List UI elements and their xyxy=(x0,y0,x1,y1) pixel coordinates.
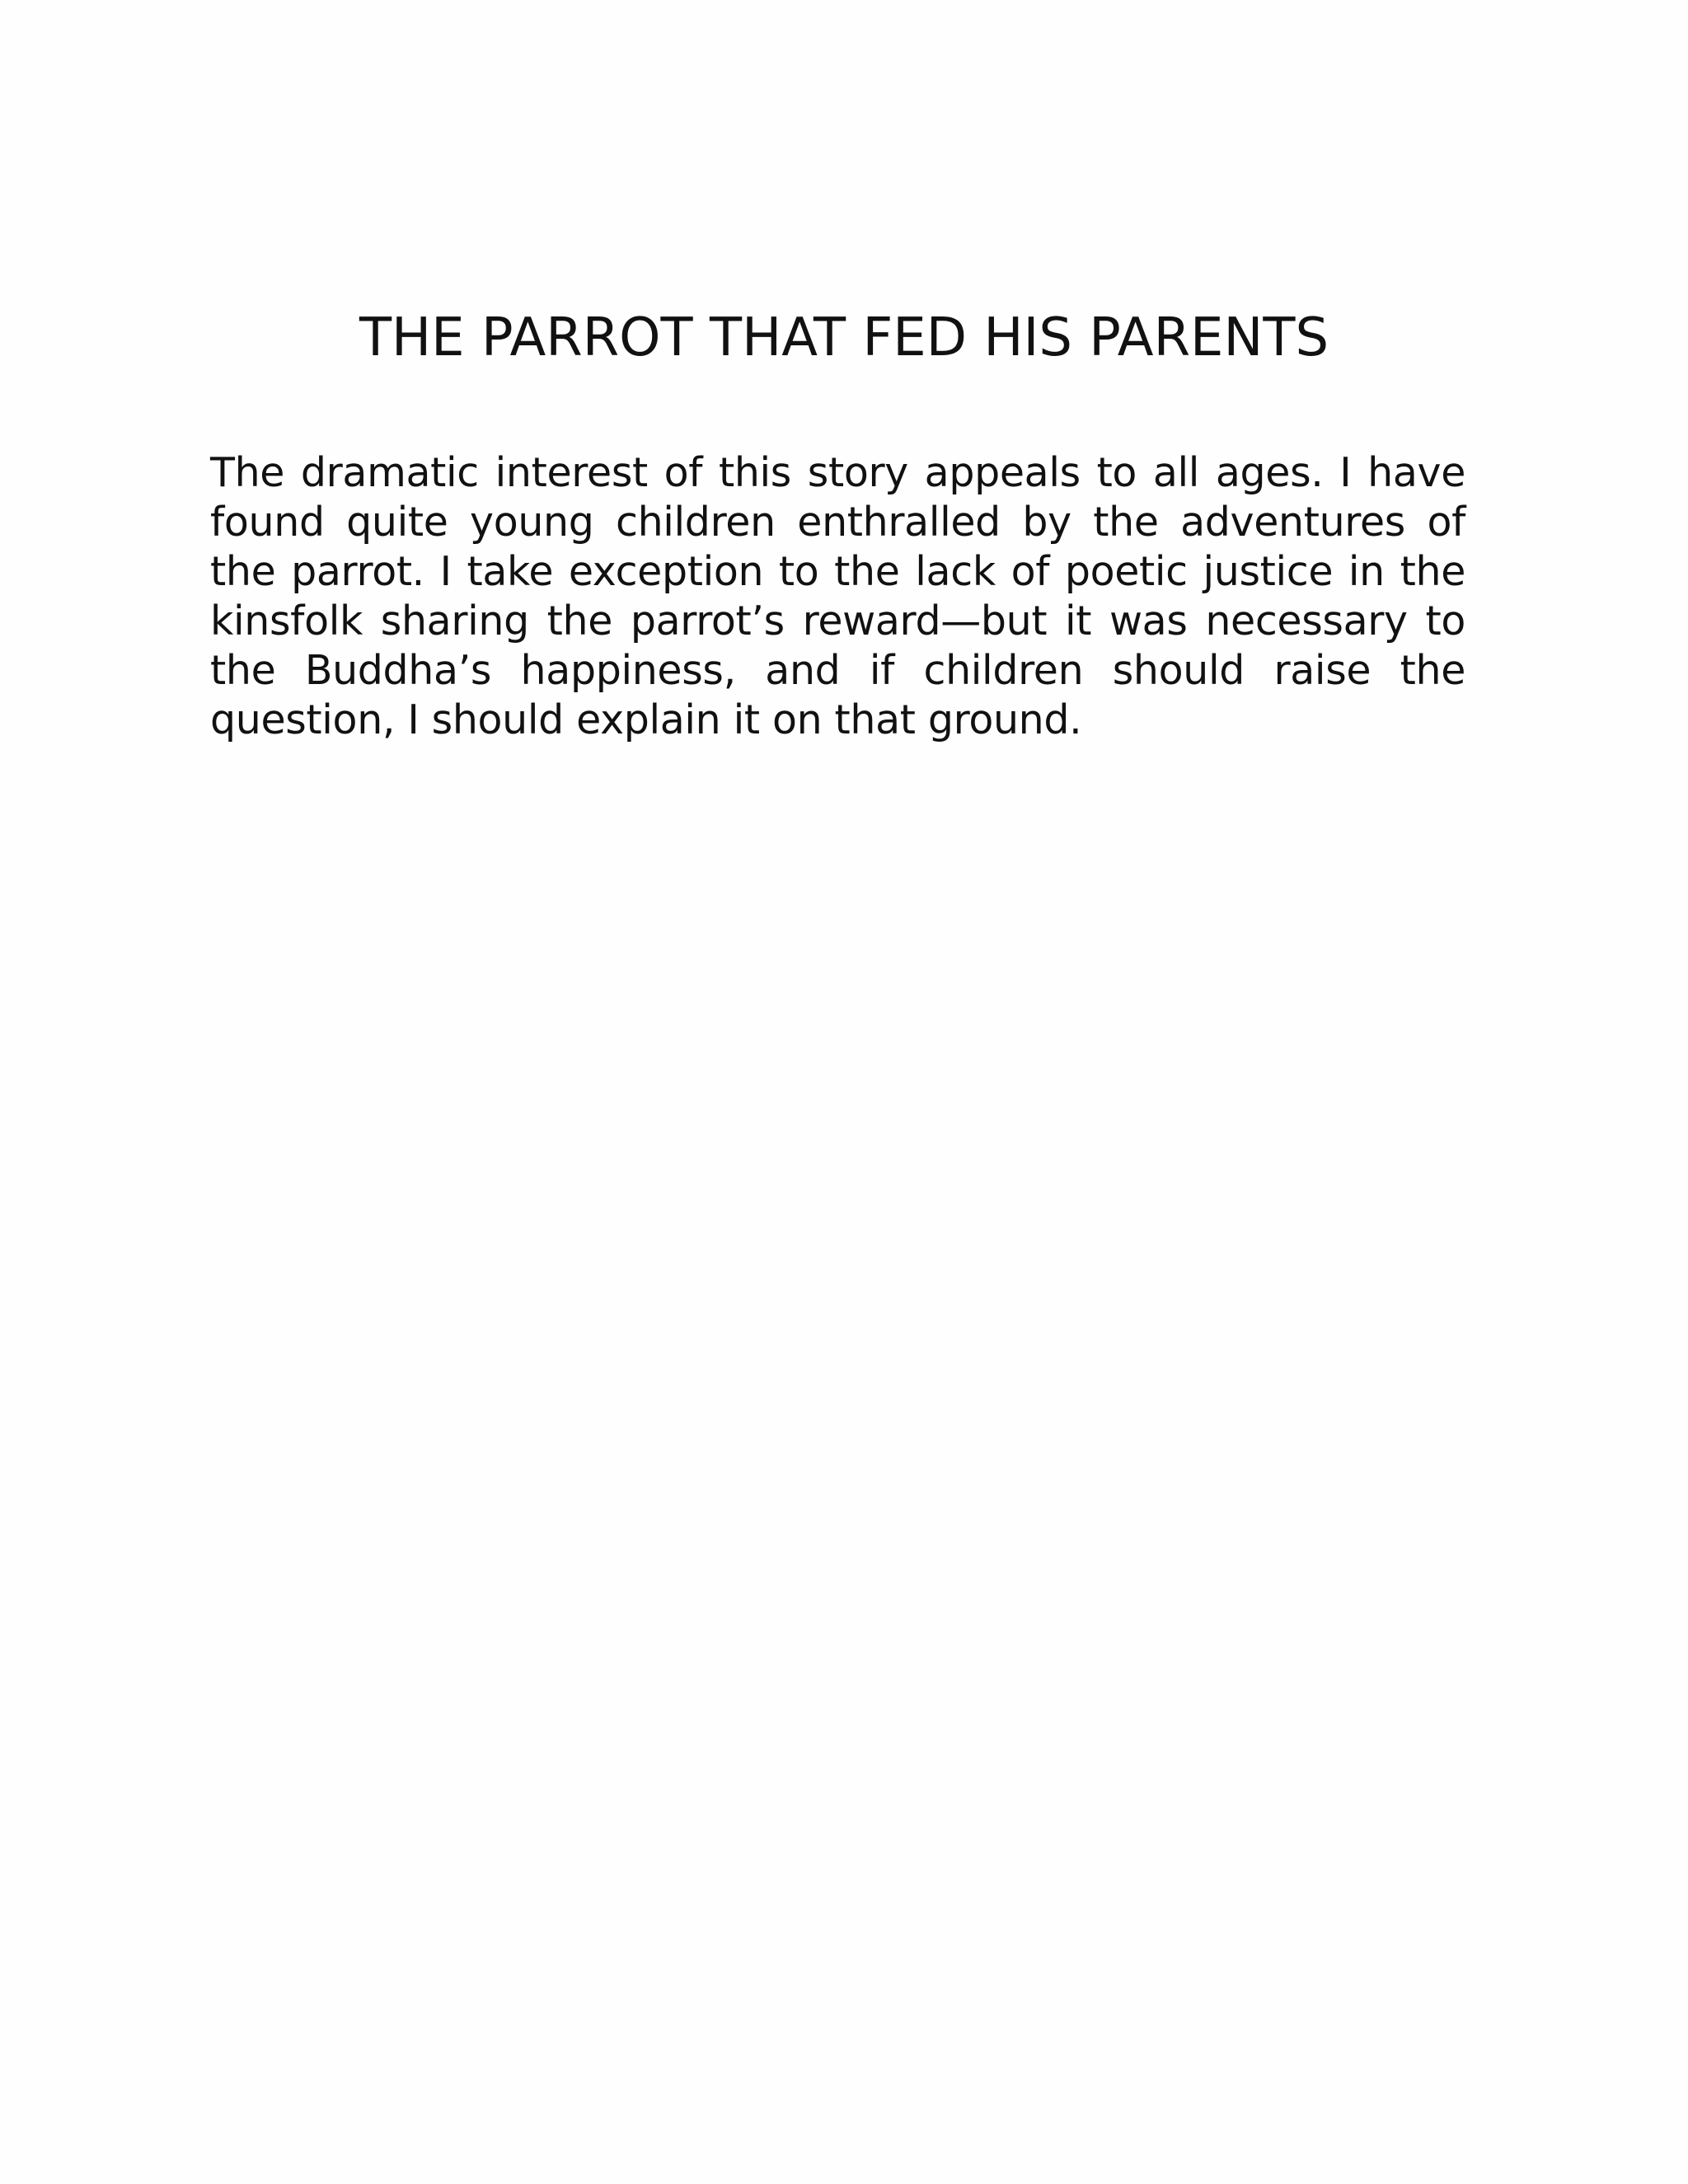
page-title: THE PARROT THAT FED HIS PARENTS xyxy=(359,307,1329,368)
body-paragraph: The dramatic interest of this story appeals to all ages. I have found quite young children enthralled by the adventures of the parrot. I take exception to the lack of poetic justice in the kinsfolk sharing the parrot’s reward—but it was necessary to the Buddha’s happiness, and if children should raise the question, I should explain it on that ground. xyxy=(210,449,1465,743)
